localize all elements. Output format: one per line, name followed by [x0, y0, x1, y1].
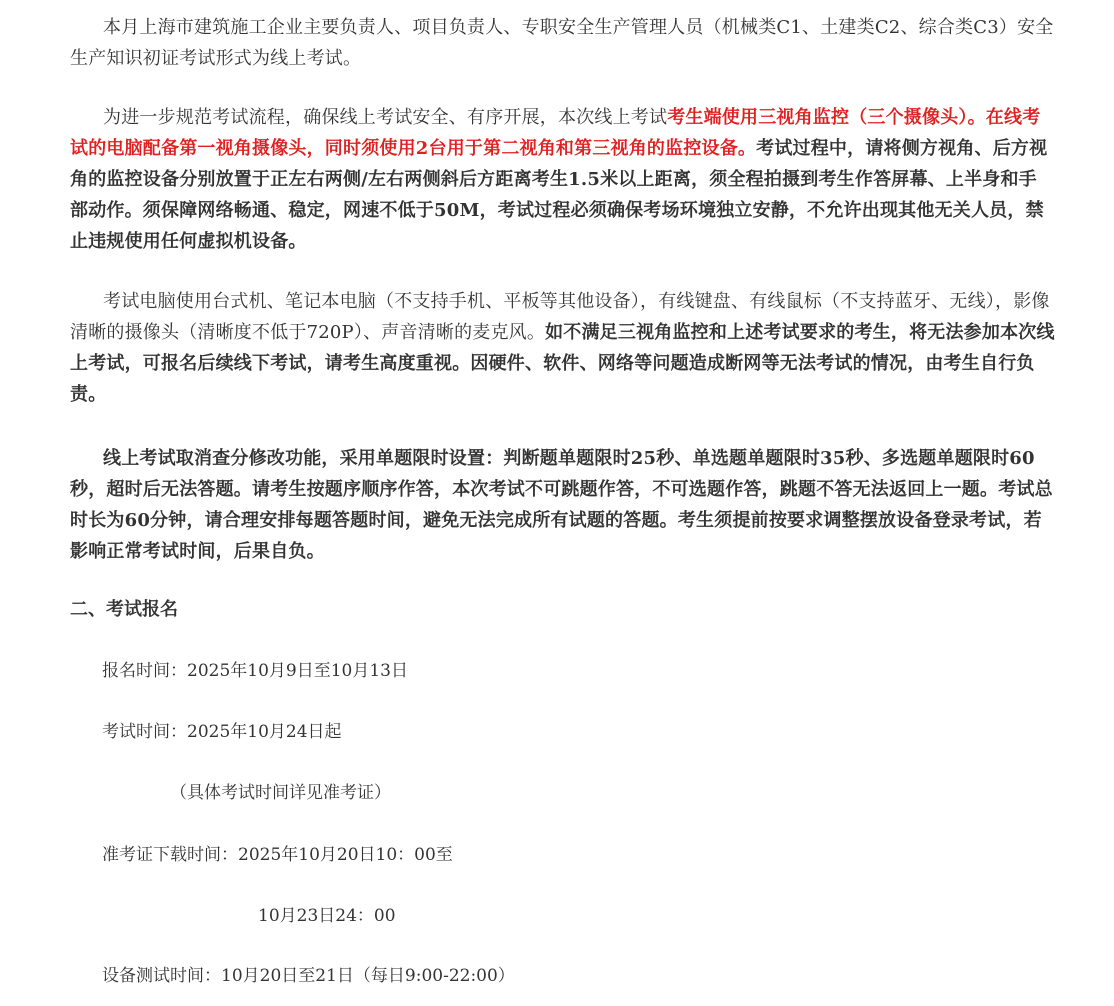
- admit-card-download-end-line: 10月23日24：00: [258, 906, 396, 926]
- monitoring-intro-text: 为进一步规范考试流程，确保线上考试安全、有序开展，本次线上考试: [103, 107, 668, 128]
- admit-card-download-line: 准考证下载时间：2025年10月20日10：00至: [102, 845, 453, 865]
- paragraph-exam-format-text: 本月上海市建筑施工企业主要负责人、项目负责人、专职安全生产管理人员（机械类C1、土建类C2、综合类C3）安全生产知识初证考试形式为线上考试。: [70, 17, 1054, 69]
- registration-time-line: 报名时间：2025年10月9日至10月13日: [102, 661, 408, 681]
- equipment-list-text: 考试电脑使用台式机、笔记本电脑（不支持手机、平板等其他设备），有线键盘、有线鼠标（不支持蓝牙、无线），影像清晰的摄像头（清晰度不低于720P）、声音清晰的麦克风。: [70, 291, 1050, 343]
- section-heading-registration: 二、考试报名: [70, 599, 178, 620]
- monitoring-highlight-text: 考生端使用三视角监控（三个摄像头）。在线考试的电脑配备第一视角摄像头，同时须使用2台用于第二视角和第三视角的监控设备。: [70, 107, 1041, 159]
- monitoring-requirements-text: 考试过程中，请将侧方视角、后方视角的监控设备分别放置于正左右两侧/左右两侧斜后方距离考生1.5米以上距离，须全程拍摄到考生作答屏幕、上半身和手部动作。须保障网络畅通、稳定，网速不低于50M，考试过程必须确保考场环境独立安静，不允许出现其他无关人员，禁止违规使用任何虚拟机设备。: [70, 138, 1048, 252]
- paragraph-equipment-rules: [70, 286, 1055, 410]
- exam-time-line: 考试时间：2025年10月24日起: [102, 722, 342, 742]
- time-limit-rules-text: 线上考试取消查分修改功能，采用单题限时设置：判断题单题限时25秒、单选题单题限时35秒、多选题单题限时60秒，超时后无法答题。请考生按题序顺序作答，本次考试不可跳题作答，不可选题作答，跳题不答无法返回上一题。考试总时长为60分钟，请合理安排每题答题时间，避免无法完成所有试题的答题。考生须提前按要求调整摆放设备登录考试，若影响正常考试时间，后果自负。: [70, 448, 1053, 562]
- equipment-warning-text: 如不满足三视角监控和上述考试要求的考生，将无法参加本次线上考试，可报名后续线下考试，请考生高度重视。因硬件、软件、网络等问题造成断网等无法考试的情况，由考生自行负责。: [70, 322, 1055, 405]
- device-test-time-line: 设备测试时间：10月20日至21日（每日9:00-22:00）: [102, 966, 515, 986]
- exam-time-note-line: （具体考试时间详见准考证）: [170, 783, 391, 803]
- paragraph-time-limit-rules: [70, 443, 1055, 567]
- paragraph-exam-format: [70, 12, 1055, 74]
- paragraph-monitoring-rules: [70, 102, 1055, 257]
